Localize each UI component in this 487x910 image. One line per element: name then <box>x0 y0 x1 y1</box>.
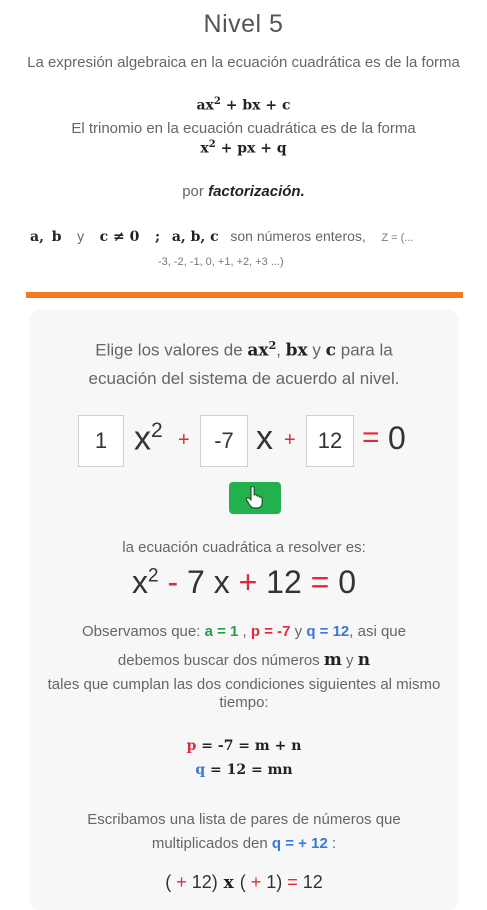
cond-b: b <box>51 229 62 245</box>
obs-n: n <box>357 650 371 670</box>
formula-trinomio-exp: 2 <box>208 139 216 150</box>
eq-plus-1: + <box>178 429 190 451</box>
list-text <box>30 808 458 856</box>
obs-m: m <box>323 650 342 670</box>
eq-x: x <box>134 419 151 458</box>
eq-x2: x <box>256 419 273 457</box>
prompt-ax2: ax <box>247 340 269 361</box>
formula-general-rest: + bx + c <box>220 97 291 114</box>
eq-equals: = <box>362 421 380 454</box>
obs-text-3: debemos buscar dos números <box>117 652 324 669</box>
intro-line-2: El trinomio en la ecuación cuadrática es de la forma <box>71 120 416 137</box>
cond-line-q: q <box>195 762 206 778</box>
page-title: Nivel 5 <box>203 10 284 38</box>
exercise-card <box>30 310 458 910</box>
eq-x-squared <box>134 419 163 458</box>
prompt-bx: bx <box>285 340 308 361</box>
res-zero: 0 <box>338 564 357 600</box>
formula-trinomio-x: x <box>200 140 209 157</box>
formula-general <box>0 96 487 114</box>
obs-text-1: Observamos que: <box>82 623 205 640</box>
conditions-lines <box>30 734 458 782</box>
res-plus: + <box>229 564 267 600</box>
method-por: por <box>182 183 209 200</box>
cond-text: son números enteros, <box>230 228 366 244</box>
pair-result: 12 <box>302 872 323 892</box>
list-text-2: multiplicados den <box>151 835 272 852</box>
res-minus: - <box>158 564 187 600</box>
obs-text-2: , asi que <box>349 623 406 640</box>
cond-z-set-1: Z = (... <box>381 232 414 244</box>
prompt-c: c <box>325 340 337 361</box>
obs-q: q = 12 <box>306 623 350 640</box>
cond-a: a, <box>30 229 44 245</box>
obs-a: a = 1 <box>204 623 239 640</box>
res-x: x <box>131 564 148 600</box>
prompt-text-1: Elige los valores de <box>95 340 248 360</box>
eq-exp: 2 <box>151 419 163 442</box>
result-equation <box>30 564 458 601</box>
pair-v2: 1) <box>261 872 283 892</box>
prompt-exp: 2 <box>268 339 277 352</box>
section-divider <box>26 292 463 298</box>
observation-text <box>30 618 458 675</box>
formula-general-exp: 2 <box>213 96 221 107</box>
cond-line-p-rest: = -7 = m + n <box>196 738 302 754</box>
pair-row <box>30 868 458 897</box>
cond-line-p: p <box>186 738 197 754</box>
list-q: q = + 12 <box>271 835 328 852</box>
pair-plus-1: + <box>176 872 187 892</box>
cond-sep: ; <box>154 229 161 245</box>
prompt-sep1: , <box>276 340 286 360</box>
b-value-input[interactable]: -7 <box>200 415 248 467</box>
res-12: 12 <box>266 564 302 600</box>
pair-v1: 12) <box>186 872 218 892</box>
cond-y: y <box>77 228 85 244</box>
obs-text-4: tales que cumplan las dos condiciones siguientes al mismo tiempo: <box>47 676 441 711</box>
formula-trinomio-rest: + px + q <box>215 140 287 157</box>
res-eq: = <box>301 564 339 600</box>
resolve-label: la ecuación cuadrática a resolver es: <box>122 539 366 556</box>
cond-abc: a, b, c <box>171 229 219 245</box>
intro-line-1: La expresión algebraica en la ecuación cuadrática es de la forma <box>27 54 460 71</box>
res-exp: 2 <box>147 565 159 587</box>
card-prompt <box>30 332 458 393</box>
formula-general-ax: ax <box>196 97 214 114</box>
prompt-text-2: para la <box>336 340 393 360</box>
formula-trinomio <box>0 139 487 157</box>
a-value-input[interactable]: 1 <box>78 415 124 467</box>
conditions-text <box>30 225 460 273</box>
obs-comma: , <box>238 623 251 640</box>
cond-c-ne: c ≠ 0 <box>99 229 140 245</box>
prompt-text-3: ecuación del sistema de acuerdo al nivel. <box>88 368 400 388</box>
cond-z-set-2: -3, -2, -1, 0, +1, +2, +3 ...) <box>158 256 284 268</box>
solve-button[interactable] <box>229 482 281 514</box>
method-line <box>0 183 487 200</box>
obs-y: y <box>290 623 307 640</box>
list-text-1: Escribamos una lista de pares de números que <box>87 811 401 828</box>
list-colon: : <box>327 835 337 852</box>
c-value-input[interactable]: 12 <box>306 415 354 467</box>
res-7x: 7 x <box>187 564 230 600</box>
pair-times: x <box>217 873 240 893</box>
pair-eq: = <box>282 872 303 892</box>
eq-zero: 0 <box>388 420 406 456</box>
method-name: factorización. <box>208 183 305 200</box>
eq-plus-2: + <box>284 429 296 451</box>
cond-line-q-rest: = 12 = mn <box>205 762 293 778</box>
obs-p: p = -7 <box>250 623 291 640</box>
prompt-y: y <box>307 340 326 360</box>
pair-plus-2: + <box>250 872 262 892</box>
hand-pointer-icon <box>244 486 266 510</box>
pair-open-1: ( <box>165 872 177 892</box>
obs-y2: y <box>341 652 358 669</box>
pair-open-2: ( <box>239 872 251 892</box>
equation-builder <box>78 415 438 471</box>
